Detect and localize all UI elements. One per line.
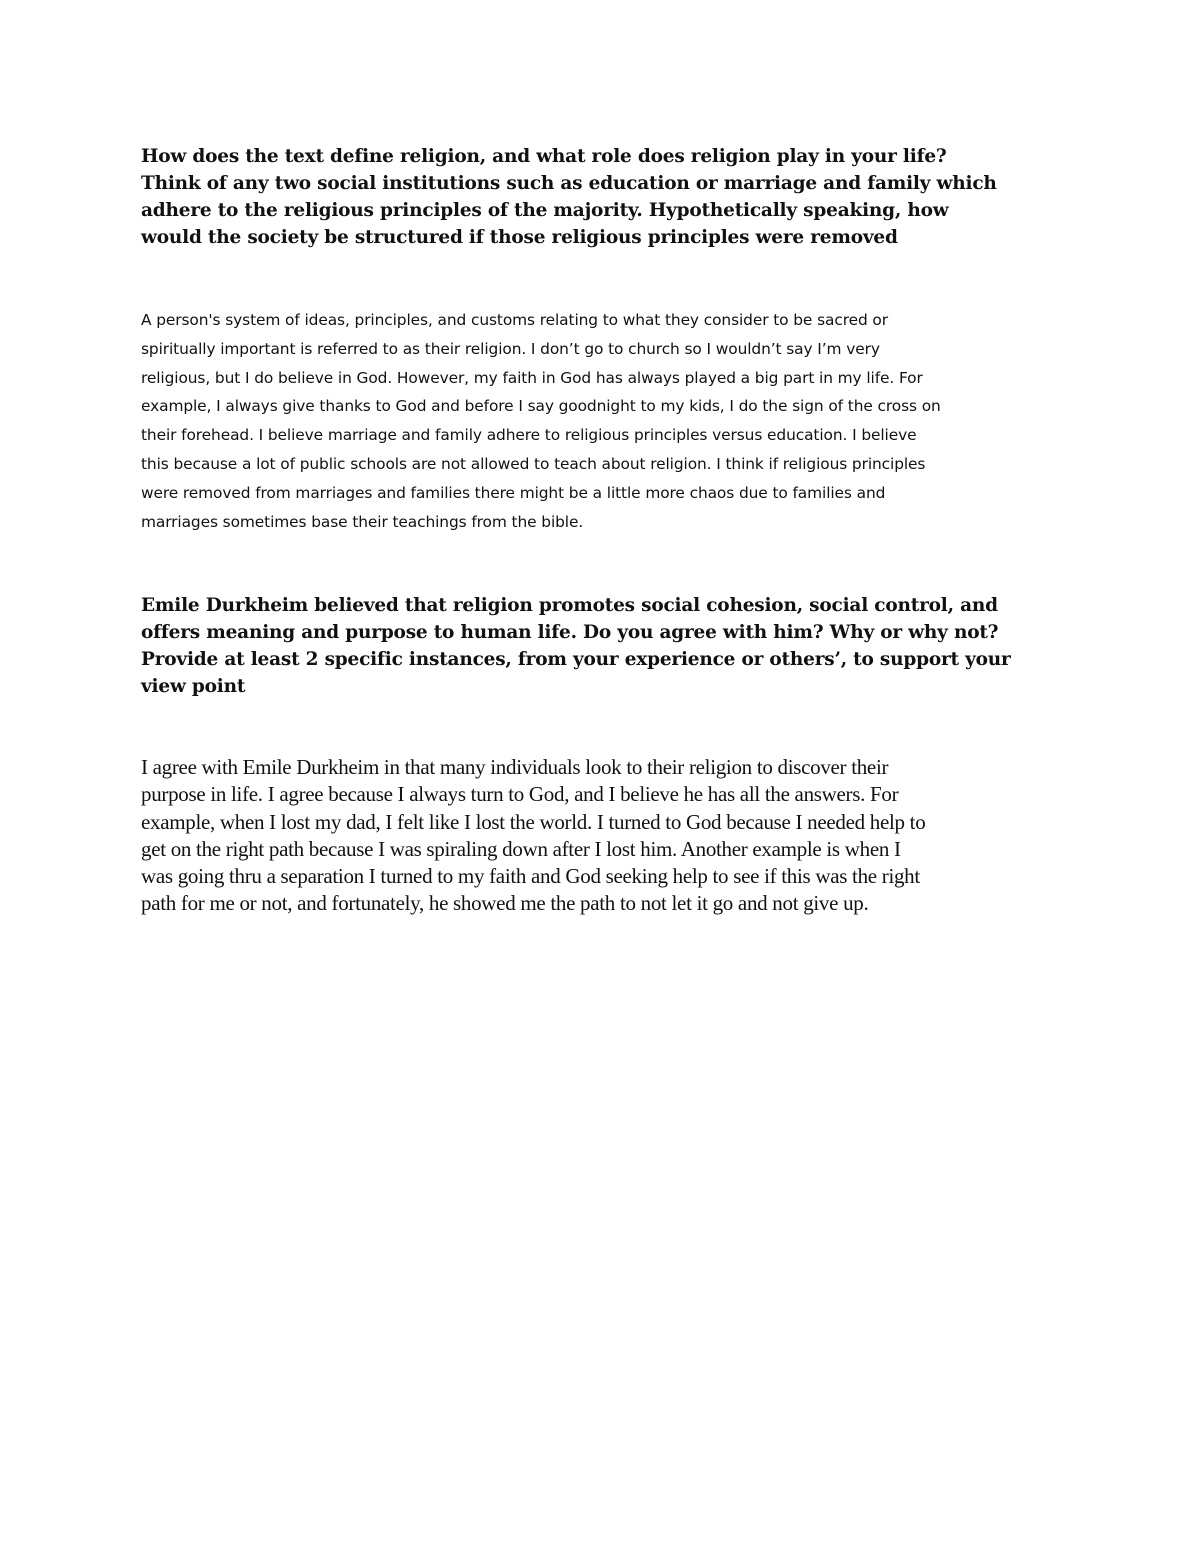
question-1-heading [141, 143, 997, 251]
answer-2-line: get on the right path because I was spiraling down after I lost him. Another example is when I [141, 836, 901, 861]
question-1-line: adhere to the religious principles of the majority. Hypothetically speaking, how [141, 200, 949, 221]
answer-2-line: was going thru a separation I turned to my faith and God seeking help to see if this was the right [141, 864, 920, 889]
answer-1-line: spiritually important is referred to as their religion. I don’t go to church so I wouldn’t say I’m very [141, 339, 880, 358]
answer-2-line: purpose in life. I agree because I always turn to God, and I believe he has all the answers. For [141, 782, 899, 807]
question-1-line: would the society be structured if those religious principles were removed [141, 227, 898, 248]
answer-1-line: example, I always give thanks to God and before I say goodnight to my kids, I do the sign of the cross on [141, 397, 941, 416]
question-2-line: Provide at least 2 specific instances, from your experience or others’, to support your [141, 649, 1011, 670]
answer-1-line: their forehead. I believe marriage and family adhere to religious principles versus education. I believe [141, 426, 917, 445]
answer-1-line: A person's system of ideas, principles, and customs relating to what they consider to be sacred or [141, 311, 888, 329]
question-1-line: Think of any two social institutions such as education or marriage and family which [141, 173, 997, 194]
question-2-heading [141, 592, 1011, 700]
answer-1-line: religious, but I do believe in God. However, my faith in God has always played a big part in my life. For [141, 368, 923, 387]
answer-2-paragraph [141, 754, 925, 918]
question-2-line: offers meaning and purpose to human life. Do you agree with him? Why or why not? [141, 622, 999, 643]
question-2-line: view point [141, 676, 246, 697]
answer-1-line: this because a lot of public schools are not allowed to teach about religion. I think if religious principles [141, 454, 926, 473]
answer-1-paragraph [141, 306, 941, 536]
question-2-line: Emile Durkheim believed that religion promotes social cohesion, social control, and [141, 595, 998, 616]
answer-1-line: were removed from marriages and families there might be a little more chaos due to families and [141, 483, 886, 502]
answer-2-line: example, when I lost my dad, I felt like I lost the world. I turned to God because I needed help to [141, 809, 926, 834]
answer-2-line: I agree with Emile Durkheim in that many individuals look to their religion to discover their [141, 755, 889, 779]
question-1-line: How does the text define religion, and what role does religion play in your life? [141, 146, 947, 167]
answer-2-line: path for me or not, and fortunately, he showed me the path to not let it go and not give up. [141, 891, 869, 916]
answer-1-line: marriages sometimes base their teachings from the bible. [141, 512, 584, 531]
